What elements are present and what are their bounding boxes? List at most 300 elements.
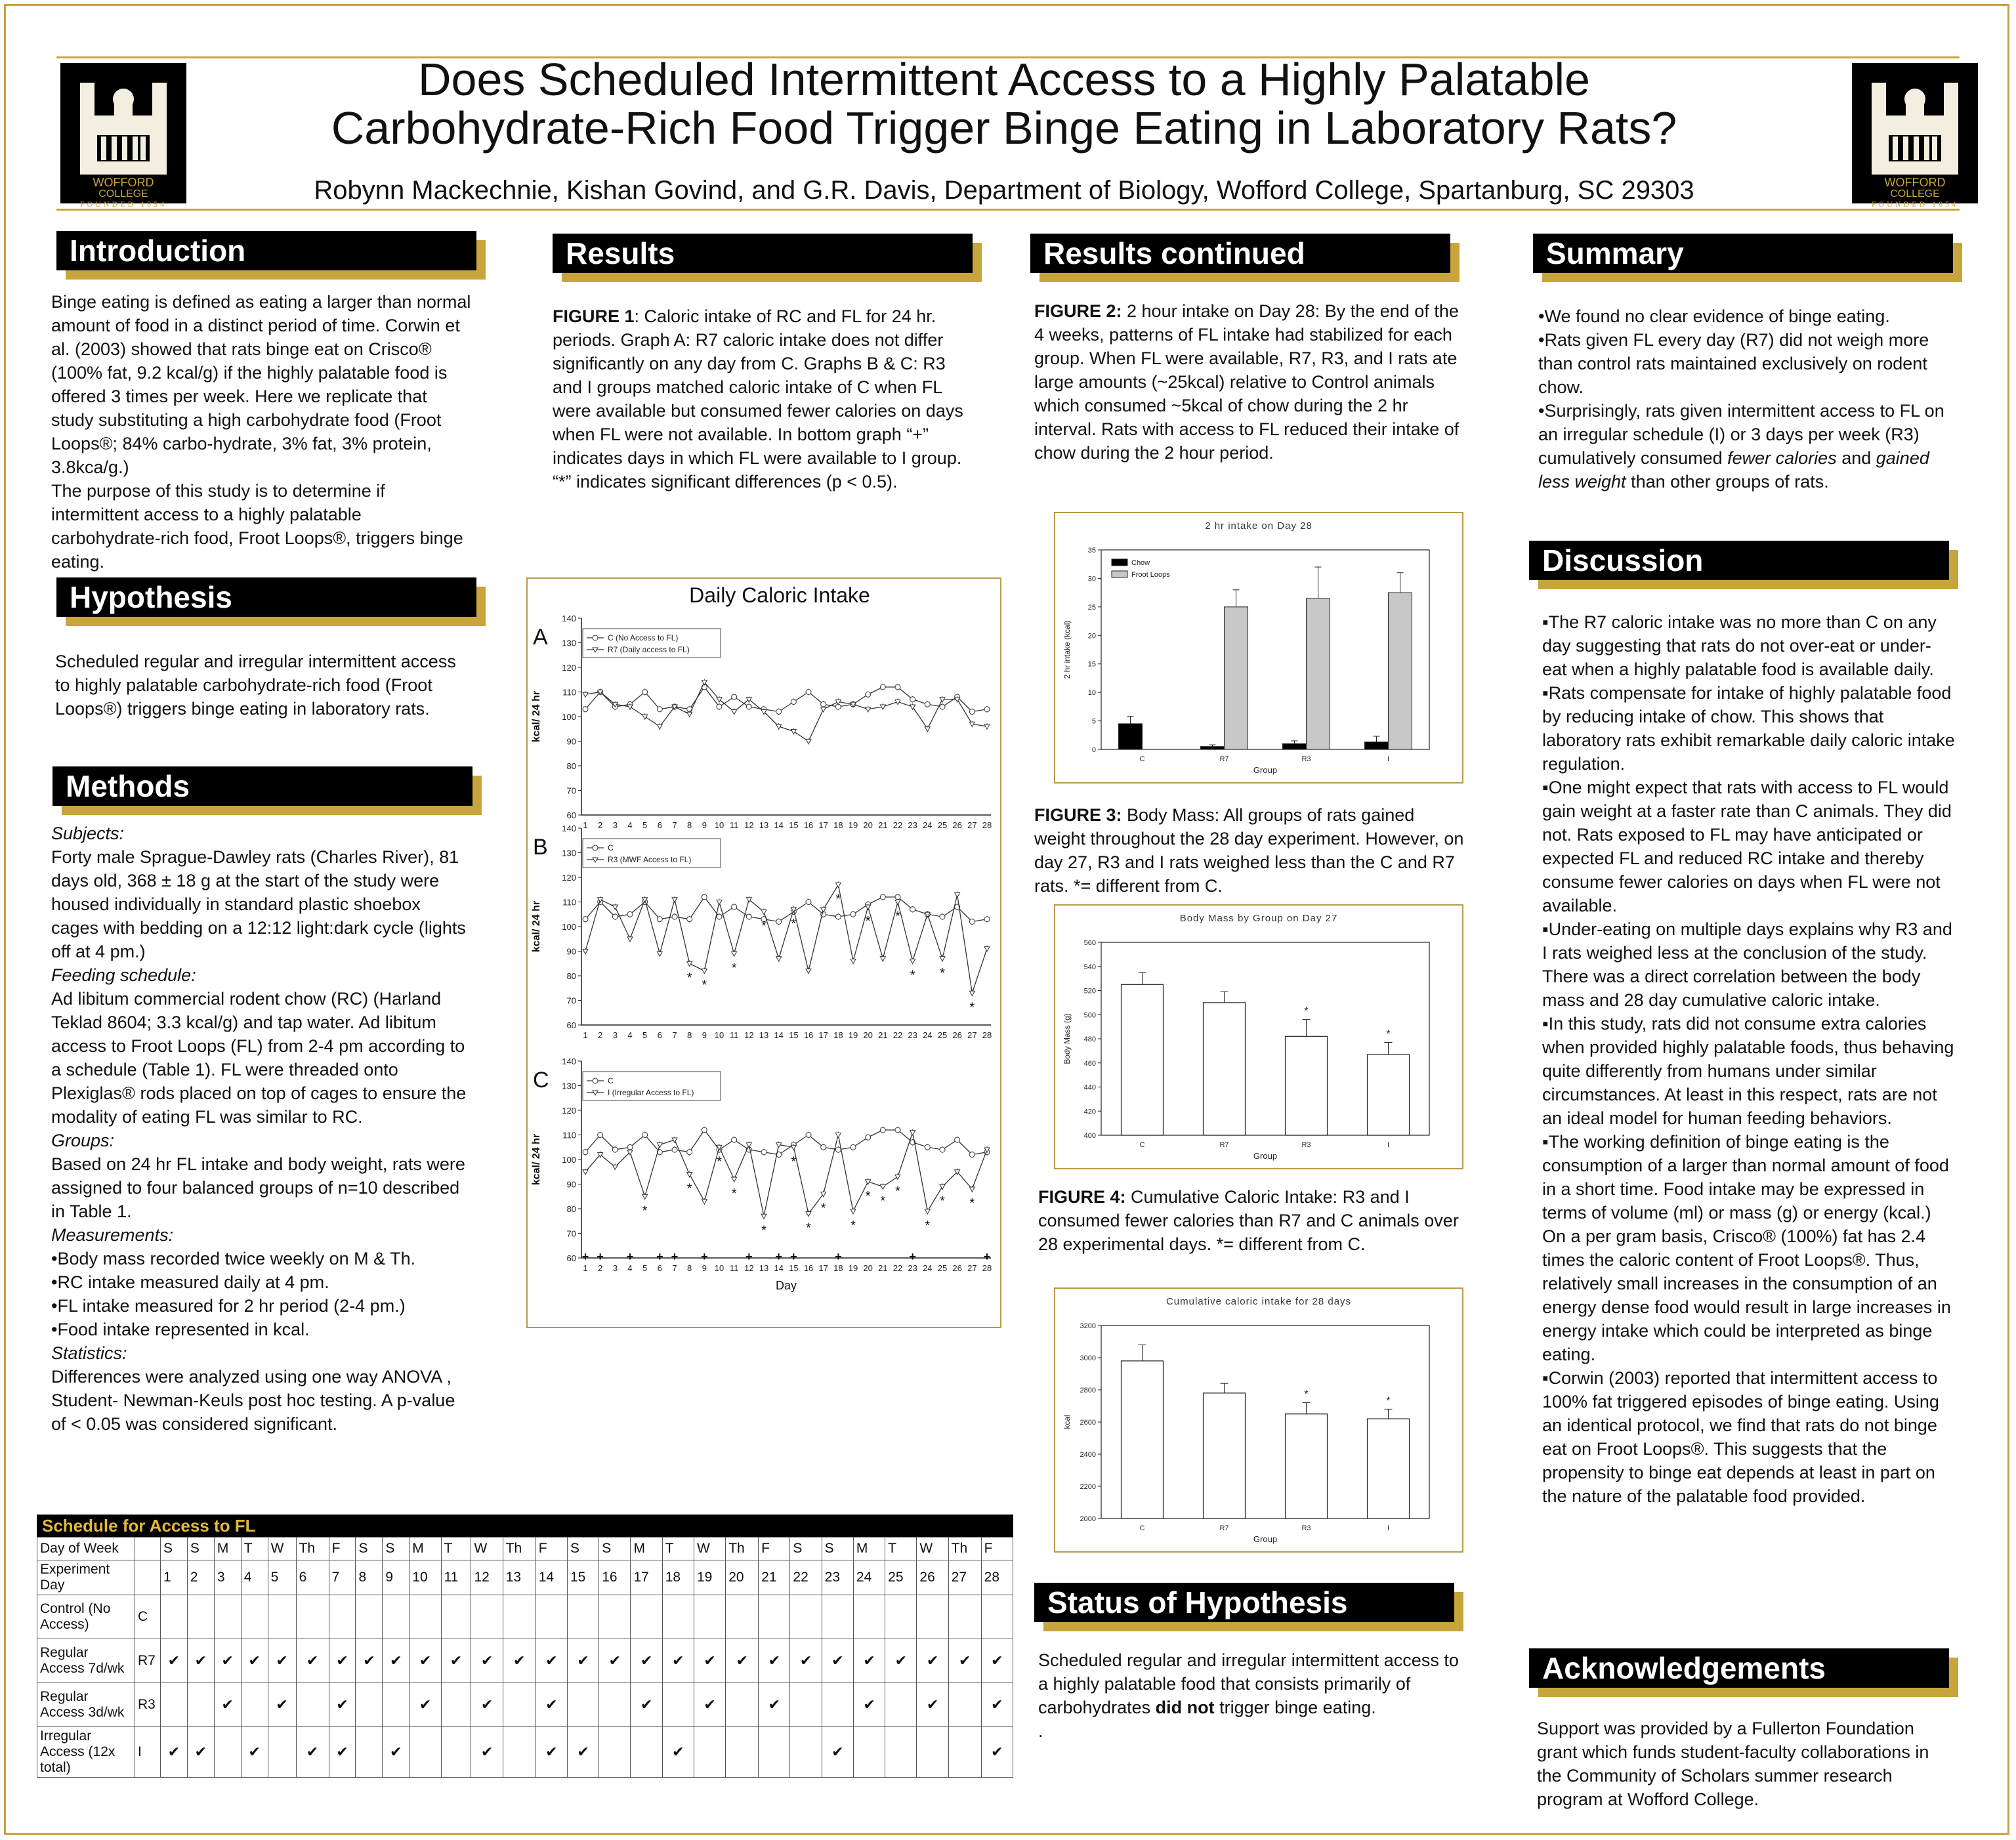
schedule-check-cell — [599, 1727, 631, 1778]
significance-star: * — [865, 1188, 871, 1203]
x-tick-label: 20 — [863, 1030, 873, 1040]
y-tick-label: 120 — [562, 663, 576, 673]
schedule-check-cell: ✔ — [759, 1683, 790, 1727]
data-point — [940, 1184, 945, 1189]
schedule-check-cell — [631, 1595, 662, 1639]
schedule-check-cell — [790, 1683, 822, 1727]
hypothesis-heading: Hypothesis — [56, 577, 476, 617]
data-point — [955, 1137, 960, 1142]
y-tick-label: 110 — [562, 1130, 576, 1140]
results-continued-heading: Results continued — [1030, 234, 1450, 273]
schedule-check-cell — [503, 1727, 536, 1778]
schedule-group-row — [37, 1595, 1013, 1639]
schedule-check-cell — [356, 1683, 383, 1727]
schedule-dow-cell: S — [161, 1537, 188, 1560]
fl-day-plus: + — [671, 1250, 679, 1263]
y-tick-label: 140 — [562, 1056, 576, 1066]
schedule-check-cell — [853, 1727, 885, 1778]
x-tick-label: 1 — [583, 1263, 588, 1273]
legend-marker — [593, 845, 598, 850]
schedule-check-cell: ✔ — [471, 1683, 503, 1727]
schedule-check-cell — [599, 1683, 631, 1727]
schedule-dow-cell: S — [187, 1537, 214, 1560]
schedule-day-cell: 12 — [471, 1560, 503, 1595]
x-tick-label: 5 — [642, 1030, 648, 1040]
schedule-check-cell — [161, 1683, 188, 1727]
data-point — [732, 951, 737, 956]
schedule-check-cell — [296, 1595, 329, 1639]
schedule-day-cell: 18 — [662, 1560, 694, 1595]
results-heading: Results — [553, 234, 973, 273]
schedule-check-cell — [790, 1727, 822, 1778]
schedule-day-cell: 4 — [241, 1560, 268, 1595]
schedule-day-cell: 14 — [536, 1560, 567, 1595]
schedule-code-cell — [135, 1560, 161, 1595]
data-point — [925, 1209, 930, 1214]
schedule-check-cell — [241, 1595, 268, 1639]
data-point — [687, 712, 692, 717]
schedule-dow-cell: W — [268, 1537, 296, 1560]
x-tick-label: R7 — [1219, 1141, 1229, 1149]
figure1-caption — [553, 304, 973, 493]
x-tick-label: 6 — [657, 1263, 662, 1273]
figure2-label: FIGURE 2: — [1034, 301, 1122, 321]
data-point — [895, 1175, 900, 1179]
data-point — [969, 709, 975, 715]
schedule-check-cell: ✔ — [599, 1639, 631, 1683]
y-tick-label: 90 — [566, 736, 576, 747]
fl-day-plus: + — [656, 1250, 663, 1263]
discussion-item: ▪The working definition of binge eating is the consumption of a larger than normal amount of food in a short time. Food intake may be expressed in terms of volume (ml) or mass (g) or energy (kcal.) On a per gram basis, Crisco® (100%) fat has 2.4 times the caloric content of Froot Loops®. Thus, relatively small increases in the consumption of an energy dense food would result in large increases in energy intake which could be interpreted as binge eating. — [1542, 1132, 1951, 1364]
fl-day-plus: + — [701, 1250, 708, 1263]
data-point — [895, 684, 900, 690]
data-point — [612, 905, 618, 910]
svg-text:COLLEGE: COLLEGE — [1890, 188, 1940, 199]
significance-star: * — [791, 1154, 797, 1169]
x-tick-label: 7 — [672, 1030, 677, 1040]
schedule-check-cell: ✔ — [567, 1639, 598, 1683]
bar — [1389, 593, 1412, 749]
figure2-text: 2 hour intake on Day 28: By the end of the 4 weeks, patterns of FL intake had stabilized for each group. When FL were available, R7, R3, and I rats ate large amounts (~25kcal) relative to Control animals which consumed ~5kcal of chow during the 2 hr interval. Rats with access to FL reduced their intake of chow during the 2 hour period. — [1034, 301, 1460, 463]
significance-star: * — [761, 1223, 766, 1238]
x-tick-label: 8 — [687, 820, 692, 830]
data-point — [776, 919, 782, 925]
schedule-check-cell: ✔ — [567, 1727, 598, 1778]
x-tick-label: 4 — [627, 820, 633, 830]
schedule-dow-cell: Th — [726, 1537, 759, 1560]
schedule-check-cell: ✔ — [161, 1727, 188, 1778]
status-text-post: trigger binge eating. — [1214, 1698, 1376, 1717]
significance-star: * — [969, 1000, 975, 1015]
schedule-day-cell: 13 — [503, 1560, 536, 1595]
data-point — [583, 707, 588, 712]
schedule-group-row — [37, 1639, 1013, 1683]
schedule-check-cell: ✔ — [536, 1639, 567, 1683]
y-tick-label: 70 — [566, 1228, 576, 1239]
significance-star: * — [895, 909, 900, 924]
x-tick-label: 6 — [657, 820, 662, 830]
data-point — [717, 900, 722, 905]
figure4-text: Cumulative Caloric Intake: R3 and I consumed fewer calories than R7 and C animals over 28 experimental days. *= different from C. — [1038, 1187, 1459, 1254]
schedule-check-cell: ✔ — [329, 1727, 356, 1778]
schedule-day-cell: 21 — [759, 1560, 790, 1595]
schedule-check-cell — [410, 1595, 441, 1639]
significance-star: * — [940, 1194, 945, 1209]
legend-label: Chow — [1131, 559, 1150, 567]
methods-body — [51, 822, 471, 1436]
schedule-check-cell — [567, 1683, 598, 1727]
schedule-check-cell: ✔ — [268, 1683, 296, 1727]
legend-marker — [593, 1078, 598, 1083]
schedule-check-cell — [241, 1683, 268, 1727]
schedule-check-cell: ✔ — [329, 1639, 356, 1683]
schedule-day-cell: 6 — [296, 1560, 329, 1595]
figure4-label: FIGURE 4: — [1038, 1187, 1126, 1207]
data-point — [672, 914, 677, 919]
x-tick-label: 15 — [789, 820, 799, 830]
schedule-check-cell: ✔ — [536, 1683, 567, 1727]
significance-star: * — [820, 1201, 826, 1216]
data-point — [672, 1147, 677, 1152]
schedule-day-cell: 28 — [981, 1560, 1013, 1595]
header-rule-bottom — [56, 209, 1960, 211]
schedule-dow-cell: S — [356, 1537, 383, 1560]
schedule-day-cell: 5 — [268, 1560, 296, 1595]
data-point — [761, 1214, 766, 1219]
schedule-check-cell — [948, 1683, 981, 1727]
methods-subjects: Forty male Sprague-Dawley rats (Charles River), 81 days old, 368 ± 18 g at the start of the study were housed individually in standard plastic shoebox cages with bedding on a 12:12 light:dark cycle (lights off at 4 pm.) — [51, 847, 466, 961]
schedule-check-cell: ✔ — [981, 1727, 1013, 1778]
schedule-check-cell — [471, 1595, 503, 1639]
chart-title: 2 hr intake on Day 28 — [1205, 520, 1312, 532]
data-point — [835, 1133, 841, 1138]
schedule-check-cell: ✔ — [790, 1639, 822, 1683]
schedule-check-cell: ✔ — [187, 1727, 214, 1778]
x-tick-label: 22 — [892, 820, 903, 830]
significance-star: * — [969, 1196, 975, 1211]
data-point — [642, 1133, 648, 1138]
data-point — [732, 1137, 737, 1142]
x-tick-label: 15 — [789, 1263, 799, 1273]
bar — [1368, 1055, 1410, 1135]
y-tick-label: 25 — [1087, 603, 1096, 612]
data-point — [776, 957, 782, 961]
y-tick-label: 3000 — [1080, 1354, 1096, 1362]
data-point — [612, 1147, 618, 1152]
x-tick-label: 11 — [729, 1263, 739, 1273]
schedule-check-cell — [214, 1595, 241, 1639]
schedule-check-cell — [599, 1595, 631, 1639]
data-point — [925, 701, 930, 707]
schedule-check-cell — [662, 1595, 694, 1639]
x-tick-label: 27 — [967, 820, 977, 830]
schedule-check-cell — [981, 1595, 1013, 1639]
methods-statistics: Differences were analyzed using one way ANOVA , Student- Newman-Keuls post hoc testing. A p-value of < 0.05 was considered significant. — [51, 1367, 455, 1434]
x-tick-label: 9 — [702, 1263, 707, 1273]
schedule-dow-cell: T — [662, 1537, 694, 1560]
y-tick-label: 2800 — [1080, 1387, 1096, 1394]
x-tick-label: 18 — [833, 820, 843, 830]
legend-label: I (Irregular Access to FL) — [608, 1088, 694, 1097]
schedule-check-cell — [759, 1727, 790, 1778]
figure4-caption — [1038, 1185, 1471, 1256]
x-tick-label: 19 — [848, 1263, 858, 1273]
significance-star: * — [686, 971, 692, 986]
schedule-check-cell: ✔ — [536, 1727, 567, 1778]
figure1-label: FIGURE 1 — [553, 306, 635, 326]
x-tick-label: I — [1387, 1141, 1390, 1149]
y-tick-label: 2000 — [1080, 1515, 1096, 1523]
schedule-row-label: Day of Week — [37, 1537, 135, 1560]
schedule-dow-cell: M — [853, 1537, 885, 1560]
data-point — [717, 914, 722, 919]
methods-measurement-item: •Food intake represented in kcal. — [51, 1320, 310, 1339]
schedule-check-cell: ✔ — [471, 1727, 503, 1778]
schedule-table — [37, 1537, 1013, 1778]
x-tick-label: 14 — [774, 1263, 784, 1273]
data-point — [806, 969, 811, 974]
x-tick-label: 12 — [744, 820, 754, 830]
y-tick-label: 460 — [1083, 1059, 1096, 1068]
x-tick-label: I — [1387, 1524, 1390, 1532]
y-axis-label: kcal/ 24 hr — [531, 690, 542, 743]
y-tick-label: 70 — [566, 785, 576, 796]
x-tick-label: 22 — [892, 1030, 903, 1040]
data-point — [984, 917, 990, 922]
schedule-code-cell — [135, 1537, 161, 1560]
x-tick-label: 26 — [952, 1263, 962, 1273]
x-tick-label: 12 — [744, 1030, 754, 1040]
x-tick-label: 14 — [774, 820, 784, 830]
schedule-check-cell — [662, 1683, 694, 1727]
figure1-panel — [526, 577, 1001, 1328]
schedule-row-label: Regular Access 3d/wk — [37, 1683, 135, 1727]
schedule-row-label: Regular Access 7d/wk — [37, 1639, 135, 1683]
schedule-check-cell: ✔ — [981, 1639, 1013, 1683]
data-point — [583, 692, 588, 697]
schedule-check-cell: ✔ — [241, 1727, 268, 1778]
schedule-day-cell: 23 — [822, 1560, 853, 1595]
x-tick-label: 25 — [937, 820, 948, 830]
schedule-check-cell: ✔ — [214, 1639, 241, 1683]
discussion-item: ▪In this study, rats did not consume extra calories when provided highly palatable foods, thus behaving quite differently from humans under similar circumstances. At least in this respect, rats are not an ideal model for human feeding behaviors. — [1542, 1014, 1954, 1128]
schedule-check-cell — [296, 1683, 329, 1727]
schedule-check-cell — [268, 1727, 296, 1778]
schedule-check-cell — [917, 1727, 948, 1778]
schedule-day-cell: 2 — [187, 1560, 214, 1595]
significance-star: * — [717, 1154, 722, 1169]
y-tick-label: 35 — [1087, 547, 1096, 554]
x-tick-label: 27 — [967, 1263, 977, 1273]
significance-star: * — [940, 965, 945, 980]
data-point — [821, 1144, 826, 1150]
bar — [1119, 724, 1143, 749]
schedule-check-cell — [853, 1595, 885, 1639]
data-point — [657, 707, 662, 712]
x-tick-label: R3 — [1301, 1524, 1311, 1532]
data-point — [583, 1150, 588, 1155]
schedule-day-cell: 9 — [383, 1560, 410, 1595]
y-tick-label: 110 — [562, 687, 576, 698]
data-point — [657, 951, 662, 956]
schedule-check-cell: ✔ — [885, 1639, 917, 1683]
summary-heading: Summary — [1533, 234, 1953, 273]
schedule-dow-cell: F — [536, 1537, 567, 1560]
y-axis-label: kcal/ 24 hr — [531, 900, 542, 953]
x-tick-label: 1 — [583, 1030, 588, 1040]
x-tick-label: 24 — [923, 1030, 933, 1040]
y-tick-label: 2600 — [1080, 1419, 1096, 1427]
data-point — [687, 1150, 692, 1155]
schedule-check-cell: ✔ — [631, 1683, 662, 1727]
summary-item: •We found no clear evidence of binge eating. — [1538, 306, 1890, 326]
schedule-check-cell: ✔ — [822, 1727, 853, 1778]
significance-star: * — [761, 919, 766, 934]
schedule-check-cell: ✔ — [981, 1683, 1013, 1727]
fl-day-plus: + — [626, 1250, 634, 1263]
hypothesis-body: Scheduled regular and irregular intermittent access to highly palatable carbohydrate-rich food (Froot Loops®) triggers binge eating in laboratory rats. — [55, 652, 456, 719]
x-tick-label: C — [1139, 755, 1145, 763]
x-tick-label: 21 — [878, 1030, 888, 1040]
y-tick-label: 60 — [566, 1020, 576, 1030]
summary-body — [1538, 304, 1965, 493]
schedule-check-cell — [726, 1595, 759, 1639]
schedule-dow-cell: S — [599, 1537, 631, 1560]
schedule-dow-cell: F — [759, 1537, 790, 1560]
schedule-check-cell: ✔ — [410, 1683, 441, 1727]
schedule-check-cell — [441, 1595, 471, 1639]
schedule-day-cell: 11 — [441, 1560, 471, 1595]
data-point — [598, 1133, 603, 1138]
schedule-check-cell: ✔ — [726, 1639, 759, 1683]
x-tick-label: 10 — [714, 820, 724, 830]
data-point — [657, 724, 662, 729]
x-axis-label: Group — [1253, 765, 1278, 775]
y-tick-label: 100 — [562, 922, 576, 932]
x-tick-label: 3 — [612, 820, 618, 830]
y-tick-label: 520 — [1083, 987, 1096, 995]
discussion-item: ▪Corwin (2003) reported that intermittent access to 100% fat triggered episodes of binge eating. Using an identical protocol, we find that rats do not binge eat on Froot Loops®. This suggests that the propensity to binge eat depends at least in part on the nature of the palatable food provided. — [1542, 1368, 1939, 1506]
data-point — [806, 900, 811, 905]
y-axis-label: kcal — [1062, 1415, 1072, 1429]
schedule-day-cell: 22 — [790, 1560, 822, 1595]
schedule-check-cell: ✔ — [296, 1639, 329, 1683]
schedule-check-cell: ✔ — [410, 1639, 441, 1683]
y-tick-label: 30 — [1087, 575, 1096, 583]
x-tick-label: 28 — [982, 820, 992, 830]
schedule-day-cell: 26 — [917, 1560, 948, 1595]
x-tick-label: 17 — [818, 1263, 828, 1273]
two-hour-intake-chart — [1055, 513, 1462, 782]
figure3-panel — [1054, 904, 1463, 1169]
schedule-check-cell: ✔ — [662, 1639, 694, 1683]
schedule-check-cell: ✔ — [383, 1727, 410, 1778]
legend-swatch — [1112, 571, 1127, 577]
schedule-check-cell: ✔ — [853, 1639, 885, 1683]
data-point — [925, 1144, 930, 1150]
schedule-check-cell — [268, 1595, 296, 1639]
schedule-check-cell: ✔ — [948, 1639, 981, 1683]
schedule-check-cell: ✔ — [631, 1639, 662, 1683]
schedule-check-cell: ✔ — [187, 1639, 214, 1683]
y-tick-label: 20 — [1087, 632, 1096, 640]
legend-label: R3 (MWF Access to FL) — [608, 855, 692, 864]
x-tick-label: I — [1387, 755, 1390, 763]
schedule-day-cell: 27 — [948, 1560, 981, 1595]
x-tick-label: 8 — [687, 1030, 692, 1040]
y-tick-label: 90 — [566, 946, 576, 957]
figure2-caption — [1034, 299, 1467, 465]
data-point — [850, 1209, 856, 1214]
fl-day-plus: + — [790, 1250, 797, 1263]
status-heading: Status of Hypothesis — [1034, 1583, 1454, 1622]
logo-founded-left: FOUNDED 1854 — [79, 199, 167, 209]
schedule-dow-cell: Th — [948, 1537, 981, 1560]
significance-star: * — [1386, 1028, 1391, 1040]
schedule-day-cell: 20 — [726, 1560, 759, 1595]
fl-day-plus: + — [983, 1250, 991, 1263]
data-point — [687, 961, 692, 966]
legend-swatch — [1112, 559, 1127, 566]
x-tick-label: 3 — [612, 1030, 618, 1040]
x-tick-label: 10 — [714, 1030, 724, 1040]
schedule-dow-cell: T — [885, 1537, 917, 1560]
methods-groups: Based on 24 hr FL intake and body weight, rats were assigned to four balanced groups of n=10 described in Table 1. — [51, 1154, 465, 1221]
chart-title: Body Mass by Group on Day 27 — [1179, 913, 1338, 924]
wofford-logo-right — [1852, 63, 1978, 203]
data-point — [940, 957, 945, 961]
panel-label: C — [533, 1068, 549, 1093]
schedule-heading: Schedule for Access to FL — [37, 1515, 1013, 1537]
x-tick-label: 11 — [729, 820, 739, 830]
schedule-group-row — [37, 1727, 1013, 1778]
logo-founded-right: FOUNDED 1854 — [1871, 199, 1959, 209]
methods-measurements-label: Measurements: — [51, 1225, 174, 1245]
data-point — [880, 894, 885, 900]
data-point — [806, 690, 811, 695]
schedule-dow-cell: Th — [503, 1537, 536, 1560]
data-point — [717, 704, 722, 709]
schedule-day-cell: 25 — [885, 1560, 917, 1595]
schedule-dow-cell: S — [567, 1537, 598, 1560]
y-tick-label: 80 — [566, 1204, 576, 1214]
figure2-panel — [1054, 512, 1463, 784]
schedule-dow-cell: T — [241, 1537, 268, 1560]
methods-feeding: Ad libitum commercial rodent chow (RC) (Harland Teklad 8604; 3.3 kcal/g) and tap water. Ad libitum access to Froot Loops (FL) from 2-4 pm according to a schedule (Table 1). FL were threaded onto Plexiglas® rods placed on top of cages to ensure the modality of eating FL was similar to RC. — [51, 989, 467, 1127]
data-point — [687, 917, 692, 922]
data-point — [732, 694, 737, 700]
svg-text:WOFFORD: WOFFORD — [1884, 176, 1946, 189]
y-axis-label: 2 hr intake (kcal) — [1062, 620, 1072, 679]
status-text-pre: Scheduled regular and irregular intermittent access to a highly palatable food that consists primarily of carbohydrates — [1038, 1650, 1459, 1717]
data-point — [880, 957, 885, 961]
y-tick-label: 90 — [566, 1179, 576, 1190]
schedule-check-cell: ✔ — [694, 1683, 725, 1727]
schedule-check-cell: ✔ — [296, 1727, 329, 1778]
y-tick-label: 3200 — [1080, 1322, 1096, 1330]
data-point — [612, 1165, 618, 1169]
x-tick-label: 25 — [937, 1263, 948, 1273]
bar — [1225, 607, 1248, 749]
data-point — [925, 727, 930, 732]
schedule-row-label: Experiment Day — [37, 1560, 135, 1595]
x-tick-label: 5 — [642, 1263, 648, 1273]
figure3-text: Body Mass: All groups of rats gained weight throughout the 28 day experiment. However, on day 27, R3 and I rats weighed less than the C and R7 rats. *= different from C. — [1034, 805, 1464, 896]
schedule-check-cell: ✔ — [268, 1639, 296, 1683]
methods-measurement-item: •RC intake measured daily at 4 pm. — [51, 1272, 329, 1292]
bar — [1286, 1414, 1328, 1518]
significance-star: * — [910, 968, 915, 983]
